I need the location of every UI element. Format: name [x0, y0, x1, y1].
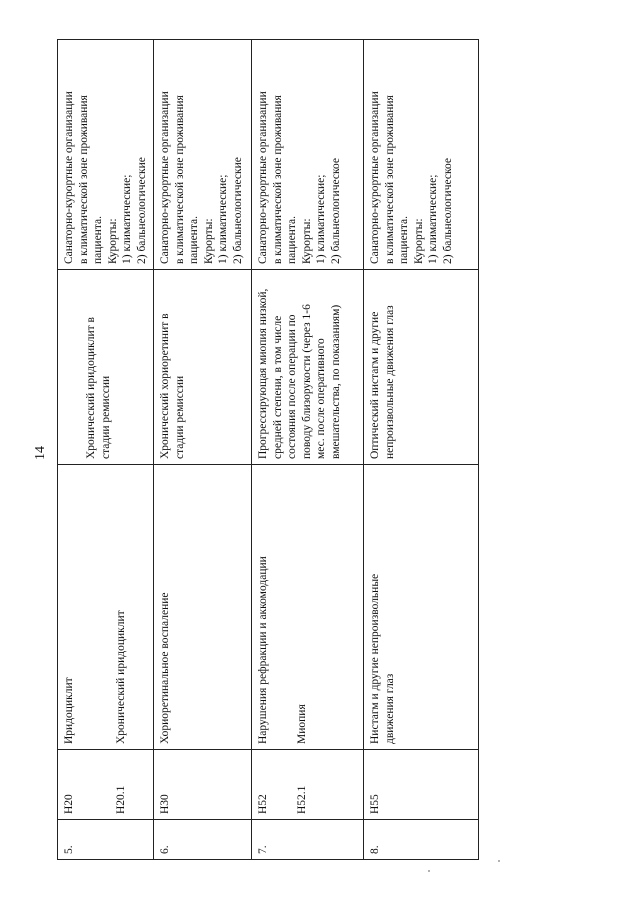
condition-text: Оптический нистагм и другие непроизвольные движения глаз — [369, 305, 396, 459]
disease-name-cell — [58, 465, 154, 750]
table-row — [58, 40, 154, 860]
organizations-text: Санаторно-курортные организации в климатической зоне проживания пациента. Курорты: 1) климатические; 2) бальнеологическое — [257, 91, 342, 264]
resorts-table — [57, 39, 479, 860]
icd-code: H55 — [369, 794, 381, 814]
disease-subname: Миопия — [295, 704, 308, 744]
condition-cell — [58, 270, 154, 465]
condition-cell — [364, 270, 479, 465]
disease-subname: Хронический иридоциклит — [114, 610, 127, 744]
icd-subcode: H20.1 — [114, 785, 127, 814]
icd-code: H52 — [257, 794, 269, 814]
table-row — [154, 40, 252, 860]
scan-artifact — [498, 860, 500, 862]
disease-name-cell — [364, 465, 479, 750]
disease-name-cell — [154, 465, 252, 750]
row-number: 5. — [58, 820, 154, 860]
organizations-text: Санаторно-курортные организации в климатической зоне проживания пациента. Курорты: 1) климатические; 2) бальнеологическое — [369, 91, 454, 264]
icd-subcode: H52.1 — [295, 785, 308, 814]
row-number: 8. — [364, 820, 479, 860]
icd-code-cell — [154, 750, 252, 820]
row-number: 6. — [154, 820, 252, 860]
disease-name: Нарушения рефракции и аккомодации — [257, 556, 269, 744]
disease-name-cell — [252, 465, 364, 750]
disease-name: Нистагм и другие непроизвольные движения глаз — [369, 573, 396, 744]
page-number: 14 — [33, 446, 48, 460]
organizations-cell — [364, 40, 479, 270]
icd-code: H30 — [159, 794, 171, 814]
organizations-text: Санаторно-курортные организации в климатической зоне проживания пациента. Курорты: 1) климатические; 2) бальнеологические — [63, 91, 148, 264]
condition-cell — [252, 270, 364, 465]
rotated-table-container — [57, 40, 477, 860]
organizations-cell — [58, 40, 154, 270]
condition-text: Хронический хориоретинит в стадии ремиссии — [159, 313, 186, 459]
organizations-cell — [154, 40, 252, 270]
disease-name: Иридоциклит — [63, 677, 75, 744]
table-row — [364, 40, 479, 860]
disease-name: Хориоретинальное воспаление — [159, 592, 171, 744]
organizations-text: Санаторно-курортные организации в климатической зоне проживания пациента. Курорты: 1) климатические; 2) бальнеологические — [159, 91, 244, 264]
row-number: 7. — [252, 820, 364, 860]
table-row — [252, 40, 364, 860]
scan-artifact — [428, 870, 430, 872]
condition-text: Хронический иридоциклит в стадии ремиссии — [85, 317, 112, 459]
icd-code-cell — [252, 750, 364, 820]
icd-code: H20 — [63, 794, 75, 814]
condition-text: Прогрессирующая миопия низкой, средней степени, в том числе состояния после операции по поводу близорукости (через 1-6 мес. после оперативного вмешательства, по показаниям) — [257, 288, 342, 459]
icd-code-cell — [364, 750, 479, 820]
condition-cell — [154, 270, 252, 465]
organizations-cell — [252, 40, 364, 270]
icd-code-cell — [58, 750, 154, 820]
